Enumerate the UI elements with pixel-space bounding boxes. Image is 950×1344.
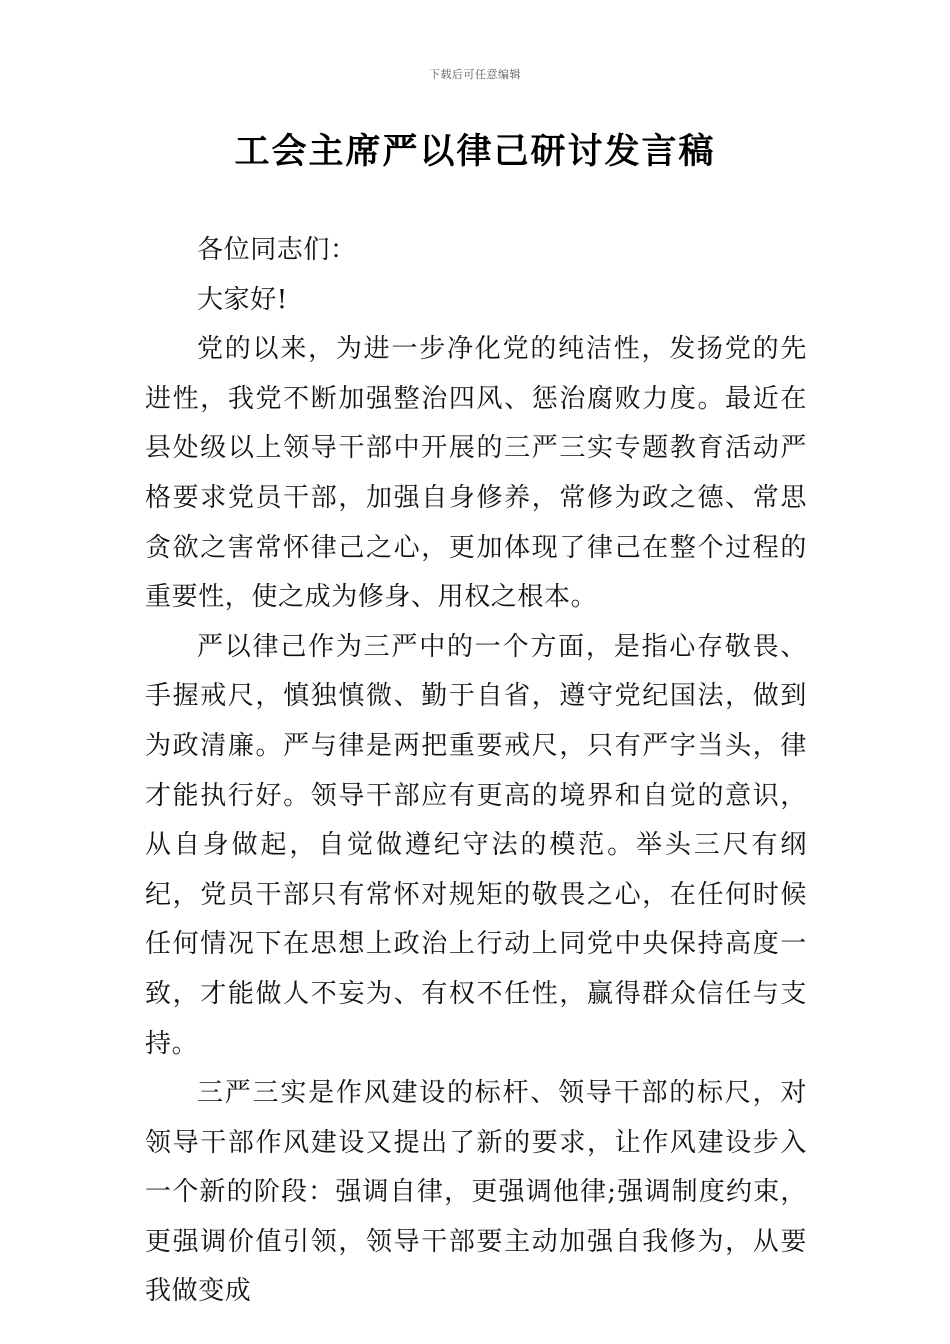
document-body xyxy=(145,226,807,1317)
body-paragraph: 三严三实是作风建设的标杆、领导干部的标尺，对领导干部作风建设又提出了新的要求，让作风建设步入一个新的阶段：强调自律，更强调他律;强调制度约束，更强调价值引领，领导干部要主动加强自我修为，从要我做变成 xyxy=(145,1078,807,1307)
greeting: 大家好! xyxy=(197,284,288,315)
salutation: 各位同志们： xyxy=(197,235,357,265)
document-title: 工会主席严以律己研讨发言稿 xyxy=(234,132,716,172)
body-paragraph: 严以律己作为三严中的一个方面，是指心存敬畏、手握戒尺，慎独慎微、勤于自省，遵守党纪国法，做到为政清廉。严与律是两把重要戒尺，只有严字当头，律才能执行好。领导干部应有更高的境界和自觉的意识，从自身做起，自觉做遵纪守法的模范。举头三尺有纲纪，党员干部只有常怀对规矩的敬畏之心，在任何时候任何情况下在思想上政治上行动上同党中央保持高度一致，才能做人不妄为、有权不任性，赢得群众信任与支持。 xyxy=(145,631,807,1059)
header-note: 下载后可任意编辑 xyxy=(429,68,521,81)
body-paragraph: 党的以来，为进一步净化党的纯洁性，发扬党的先进性，我党不断加强整治四风、惩治腐败力度。最近在县处级以上领导干部中开展的三严三实专题教育活动严格要求党员干部，加强自身修养，常修为政之德、常思贪欲之害常怀律己之心，更加体现了律己在整个过程的重要性，使之成为修身、用权之根本。 xyxy=(145,334,807,613)
